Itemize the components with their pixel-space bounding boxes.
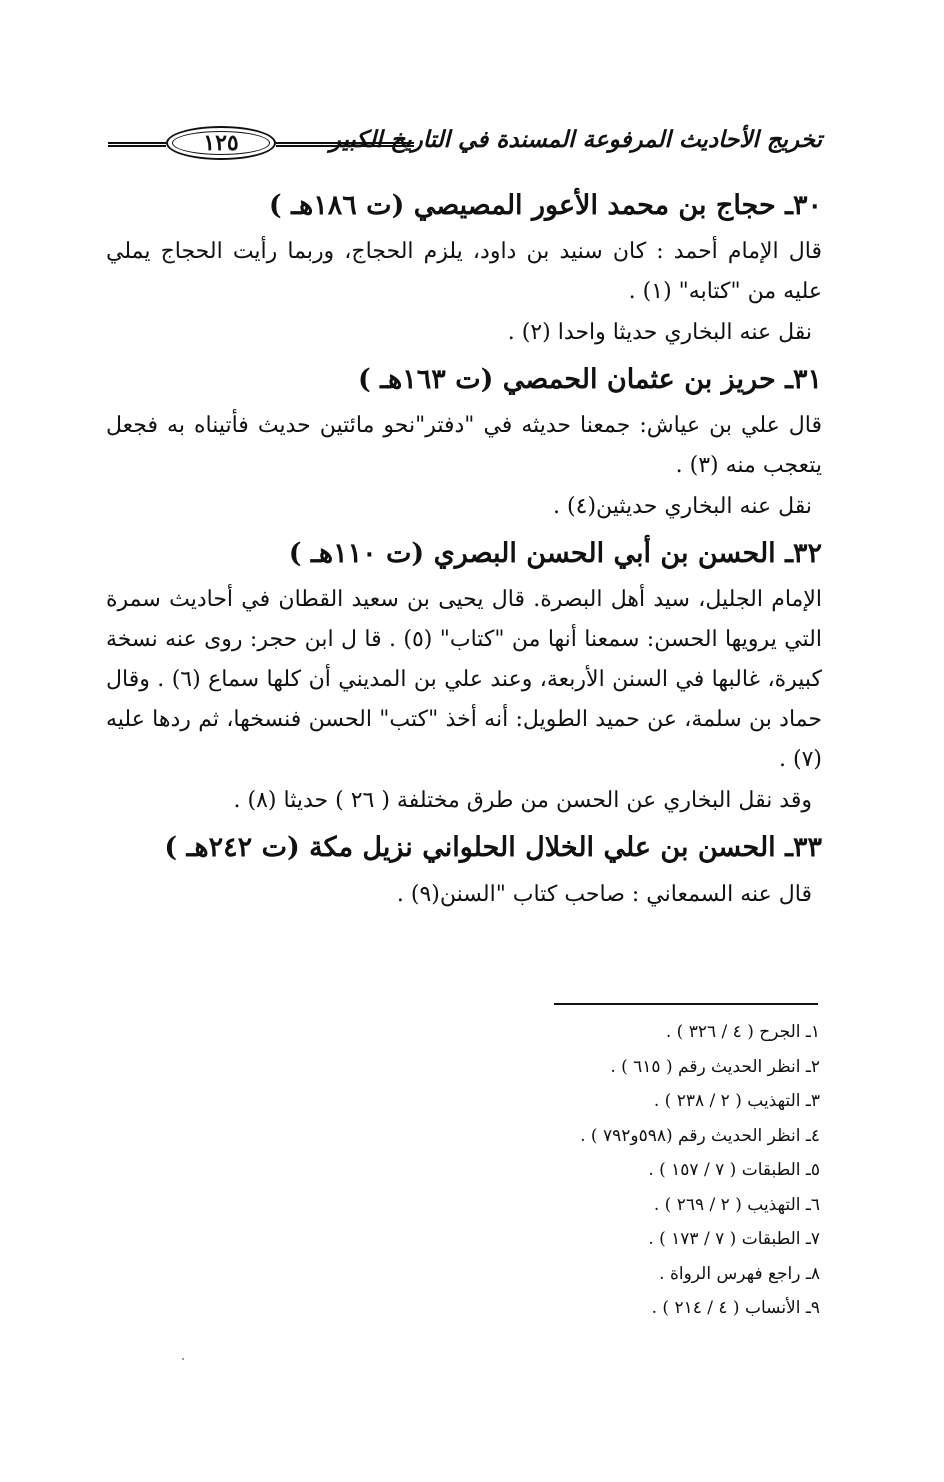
footnote-item: ٤ـ انظر الحديث رقم (٥٩٨و٧٩٢ ) . [580,1125,820,1146]
footnote-separator [554,1003,818,1005]
footnote-item: ٦ـ التهذيب ( ٢ / ٢٦٩ ) . [653,1194,820,1215]
header-rule-right [276,142,414,147]
scan-speck [182,1358,184,1360]
entry-note: وقد نقل البخاري عن الحسن من طرق مختلفة ( ٢٦ ) حديثا (٨) . [233,788,812,813]
entry-30 [106,180,822,354]
entry-paragraph: قال الإمام أحمد : كان سنيد بن داود، يلزم الحجاج، وربما رأيت الحجاج يملي عليه من "كتابه" (١) . [106,239,822,304]
entry-32 [106,528,822,822]
footnotes-list [400,1015,820,1326]
footnote-item: ٥ـ الطبقات ( ٧ / ١٥٧ ) . [648,1160,820,1180]
entry-paragraph: قال علي بن عياش: جمعنا حديثه في "دفتر"نحو مائتين حديث فأتيناه به فجعل يتعجب منه (٣) . [106,413,822,478]
header-title: تخريج الأحاديث المرفوعة المسندة في التاريخ الكبير [329,126,822,153]
entry-title: ٣٠ـ حجاج بن محمد الأعور المصيصي (ت ١٨٦هـ ) [268,190,822,221]
entry-31 [106,354,822,528]
header-rule-left [108,142,166,147]
running-header [108,122,822,166]
entry-note: قال عنه السمعاني : صاحب كتاب "السنن(٩) . [396,882,812,907]
footnote-item: ٧ـ الطبقات ( ٧ / ١٧٣ ) . [648,1229,820,1249]
footnote-item: ٩ـ الأنساب ( ٤ / ٢١٤ ) . [651,1298,820,1318]
entry-title: ٣٣ـ الحسن بن علي الخلال الحلواني نزيل مكة (ت ٢٤٢هـ ) [164,832,822,863]
footnote-item: ٢ـ انظر الحديث رقم ( ٦١٥ ) . [610,1056,820,1077]
entry-note: نقل عنه البخاري حديثا واحدا (٢) . [507,320,812,345]
page-number: ١٢٥ [166,126,276,160]
entry-title: ٣٢ـ الحسن بن أبي الحسن البصري (ت ١١٠هـ ) [288,538,822,569]
main-text [106,180,822,916]
entry-paragraph: الإمام الجليل، سيد أهل البصرة. قال يحيى بن سعيد القطان في أحاديث سمرة التي يرويها الحسن: سمعنا أنها من "كتاب" (٥) . قا ل ابن حجر: روى عنه نسخة كبيرة، غالبها في السنن الأربعة، وعند علي بن المديني أن كلها سماع (٦) . وقال حماد بن سلمة، عن حميد الطويل: أنه أخذ "كتب" الحسن فنسخها، ثم ردها عليه (٧) . [106,587,823,772]
entry-33 [106,822,822,916]
footnote-item: ٣ـ التهذيب ( ٢ / ٢٣٨ ) . [653,1091,820,1111]
entry-note: نقل عنه البخاري حديثين(٤) . [553,494,812,519]
footnote-item: ١ـ الجرح ( ٤ / ٣٢٦ ) . [665,1022,820,1042]
entry-title: ٣١ـ حريز بن عثمان الحمصي (ت ١٦٣هـ ) [357,364,822,395]
footnote-item: ٨ـ راجع فهرس الرواة . [659,1263,820,1284]
